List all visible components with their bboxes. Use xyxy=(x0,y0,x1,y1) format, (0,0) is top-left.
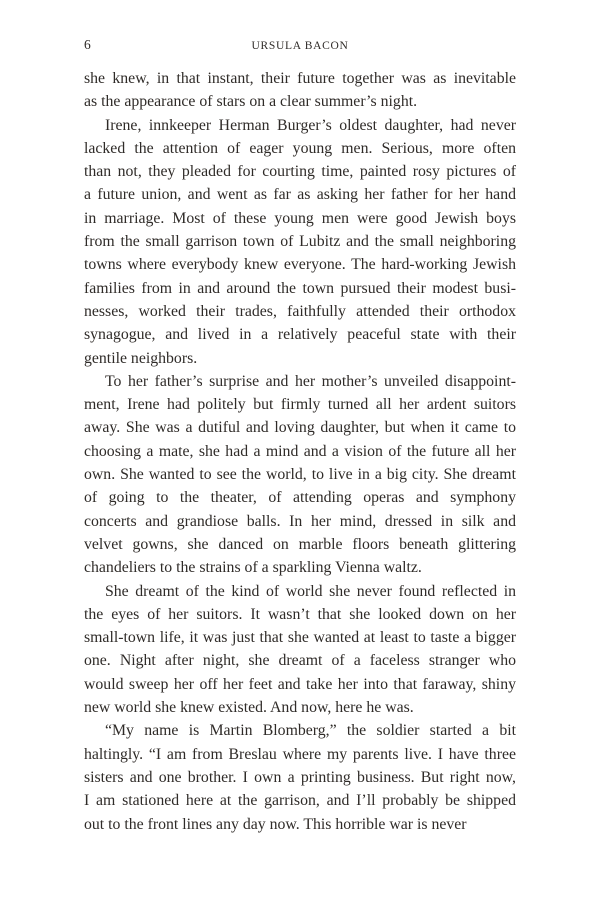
text-line: sisters and one brother. I own a printing business. But right now, xyxy=(84,768,516,786)
text-line: velvet gowns, she danced on marble floors beneath glittering xyxy=(84,535,516,553)
text-line: families from in and around the town pursued their modest busi- xyxy=(84,279,516,297)
body-text xyxy=(84,67,516,836)
text-line: chandeliers to the strains of a sparkling Vienna waltz. xyxy=(84,559,422,577)
text-line: new world she knew existed. And now, here he was. xyxy=(84,699,414,717)
text-line: choosing a mate, she had a mind and a vision of the future all her xyxy=(84,442,516,460)
text-line: haltingly. “I am from Breslau where my parents live. I have three xyxy=(84,745,516,763)
text-line: concerts and grandiose balls. In her mind, dressed in silk and xyxy=(84,512,516,530)
text-line: as the appearance of stars on a clear summer’s night. xyxy=(84,93,418,111)
paragraph xyxy=(84,370,516,580)
text-line: She dreamt of the kind of world she never found reflected in xyxy=(105,582,516,600)
running-header xyxy=(84,38,516,54)
text-line: she knew, in that instant, their future together was as inevitable xyxy=(84,70,516,87)
text-line: of going to the theater, of attending operas and symphony xyxy=(84,489,516,507)
text-line: lacked the attention of eager young men. Serious, more often xyxy=(84,139,516,157)
text-line: from the small garrison town of Lubitz and the small neighboring xyxy=(84,233,516,251)
text-line: a future union, and went as far as asking her father for her hand xyxy=(84,186,516,204)
text-line: one. Night after night, she dreamt of a faceless stranger who xyxy=(84,652,516,670)
text-line: “My name is Martin Blomberg,” the soldier started a bit xyxy=(105,722,516,740)
text-line: than not, they pleaded for courting time, painted rosy pictures of xyxy=(84,163,516,181)
text-line: out to the front lines any day now. This horrible war is never xyxy=(84,815,467,833)
text-line: ment, Irene had politely but firmly turned all her ardent suitors xyxy=(84,396,516,414)
page-number: 6 xyxy=(84,37,92,52)
text-line: away. She was a dutiful and loving daughter, but when it came to xyxy=(84,419,516,437)
text-line: towns where everybody knew everyone. The hard-working Jewish xyxy=(84,256,516,274)
running-title: URSULA BACON xyxy=(251,40,349,52)
text-line: synagogue, and lived in a relatively peaceful state with their xyxy=(84,326,516,344)
paragraph xyxy=(84,114,516,370)
paragraph xyxy=(84,67,516,114)
text-line: nesses, worked their trades, faithfully attended their orthodox xyxy=(84,302,516,320)
text-line: Irene, innkeeper Herman Burger’s oldest daughter, had never xyxy=(105,116,516,134)
text-line: small-town life, it was just that she wanted at least to taste a bigger xyxy=(84,629,516,647)
text-line: own. She wanted to see the world, to live in a big city. She dreamt xyxy=(84,466,516,484)
text-line: I am stationed here at the garrison, and I’ll probably be shipped xyxy=(84,792,516,810)
text-line: in marriage. Most of these young men were good Jewish boys xyxy=(84,209,516,227)
text-line: To her father’s surprise and her mother’s unveiled disappoint- xyxy=(105,372,516,390)
text-line: gentile neighbors. xyxy=(84,349,198,367)
text-line: would sweep her off her feet and take her into that faraway, shiny xyxy=(84,675,516,693)
paragraph xyxy=(84,719,516,835)
paragraph xyxy=(84,580,516,720)
text-line: the eyes of her suitors. It wasn’t that she looked down on her xyxy=(84,605,516,623)
